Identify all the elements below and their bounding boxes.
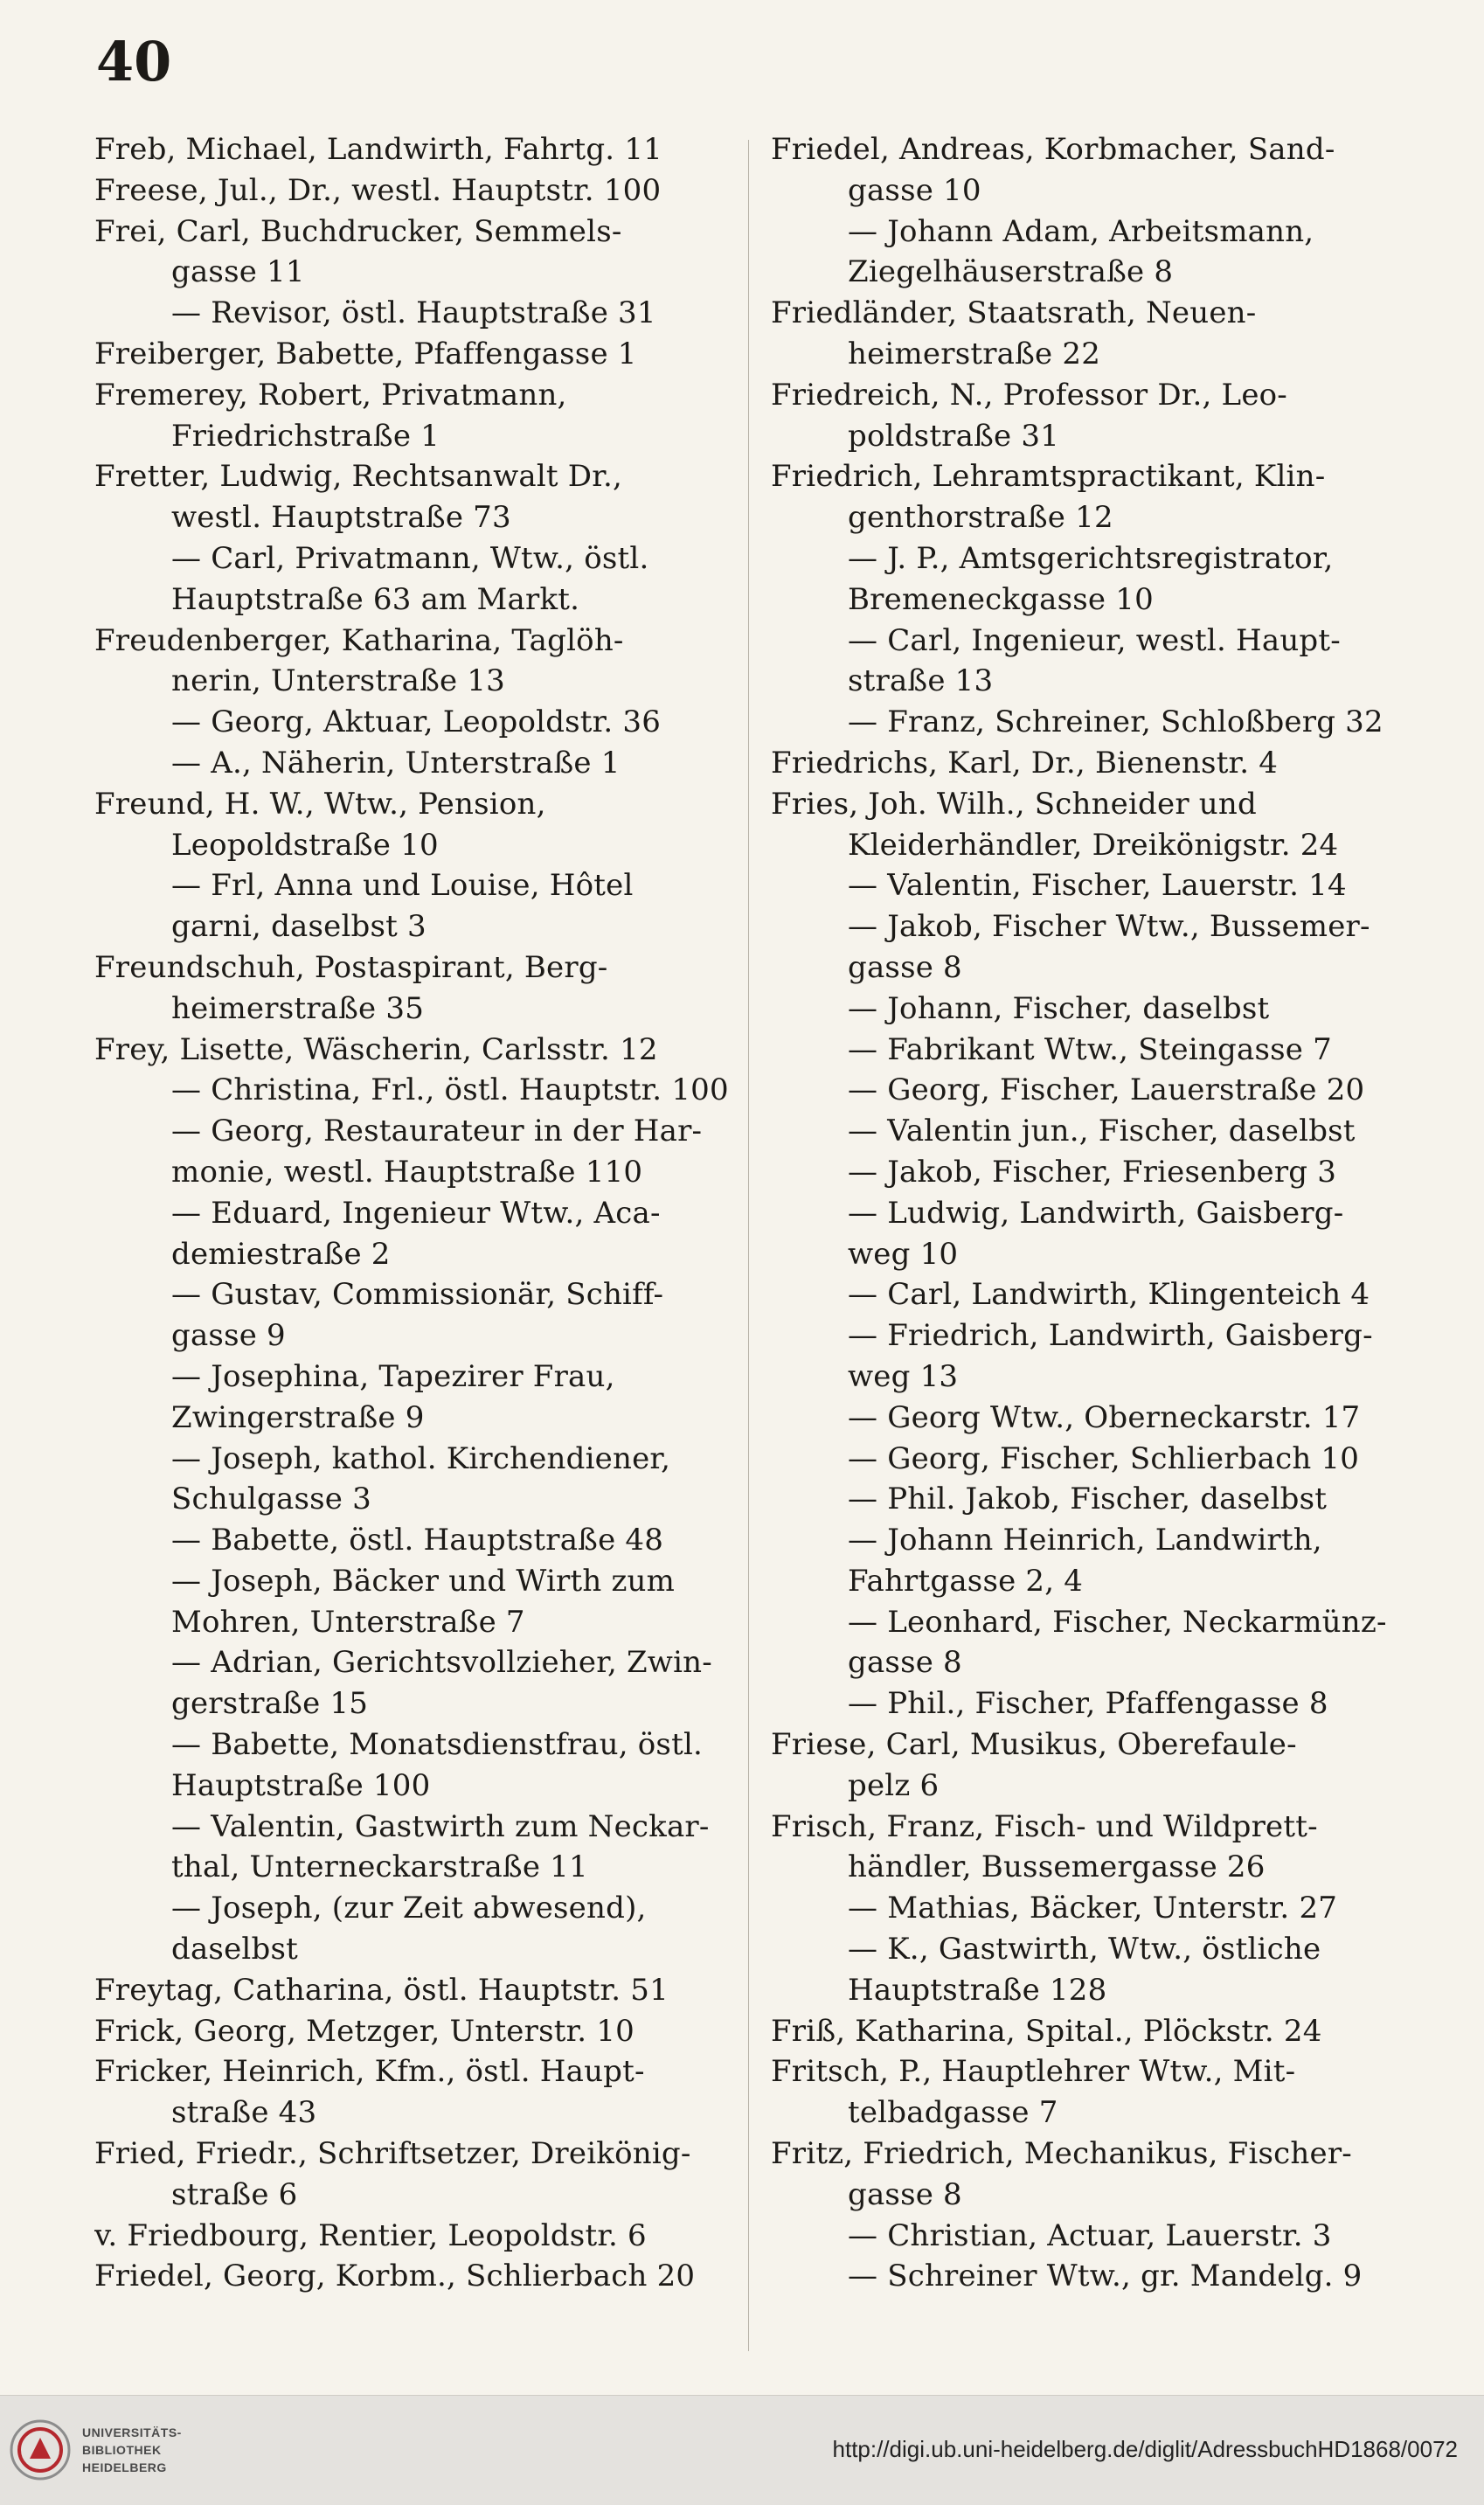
entry-continuation-line: Ziegelhäuserstraße 8 — [848, 254, 1174, 290]
entry-continuation-line: — Christina, Frl., östl. Hauptstr. 100 — [171, 1072, 729, 1108]
entry-line: Frei, Carl, Buchdrucker, Semmels- — [94, 213, 622, 249]
entry-continuation-line: heimerstraße 35 — [171, 990, 425, 1026]
left-column — [94, 129, 741, 2297]
entry-continuation-line: händler, Bussemergasse 26 — [848, 1849, 1266, 1885]
entry-continuation-line: — Babette, östl. Hauptstraße 48 — [171, 1523, 664, 1558]
entry-continuation-line: Kleiderhändler, Dreikönigstr. 24 — [848, 827, 1339, 863]
entry-line: Friß, Katharina, Spital., Plöckstr. 24 — [771, 2013, 1322, 2049]
entry-continuation-line: — Georg, Aktuar, Leopoldstr. 36 — [171, 704, 662, 740]
library-logo[interactable] — [9, 2415, 182, 2488]
entry-continuation-line: — Schreiner Wtw., gr. Mandelg. 9 — [848, 2259, 1363, 2294]
entry-continuation-line: — J. P., Amtsgerichtsregistrator, — [848, 540, 1334, 576]
entry-continuation-line: — Adrian, Gerichtsvollzieher, Zwin- — [171, 1645, 712, 1681]
entry-line: Friedländer, Staatsrath, Neuen- — [771, 295, 1257, 331]
entry-line: Freund, H. W., Wtw., Pension, — [94, 786, 546, 822]
entry-continuation-line: — Mathias, Bäcker, Unterstr. 27 — [848, 1891, 1338, 1926]
entry-line: Friedrich, Lehramtspractikant, Klin- — [771, 459, 1326, 495]
entry-continuation-line: — Georg Wtw., Oberneckarstr. 17 — [848, 1399, 1361, 1435]
entry-continuation-line: weg 10 — [848, 1236, 959, 1272]
entry-continuation-line: genthorstraße 12 — [848, 500, 1113, 536]
entry-continuation-line: — Valentin, Gastwirth zum Neckar- — [171, 1808, 710, 1844]
entry-continuation-line: gasse 8 — [848, 949, 962, 985]
entry-continuation-line: — Revisor, östl. Hauptstraße 31 — [171, 295, 656, 331]
logo-line: UNIVERSITÄTS- — [82, 2425, 182, 2439]
entry-line: Friese, Carl, Musikus, Oberefaule- — [771, 1727, 1297, 1763]
entry-continuation-line: — Babette, Monatsdienstfrau, östl. — [171, 1727, 704, 1763]
entry-continuation-line: — K., Gastwirth, Wtw., östliche — [848, 1932, 1321, 1967]
entry-continuation-line: — Phil., Fischer, Pfaffengasse 8 — [848, 1686, 1328, 1722]
entry-line: Frey, Lisette, Wäscherin, Carlsstr. 12 — [94, 1031, 658, 1067]
entry-continuation-line: — Georg, Fischer, Lauerstraße 20 — [848, 1072, 1365, 1108]
entry-continuation-line: Friedrichstraße 1 — [171, 418, 440, 454]
entry-continuation-line: — Frl, Anna und Louise, Hôtel — [171, 868, 634, 904]
entry-continuation-line: — Valentin, Fischer, Lauerstr. 14 — [848, 868, 1347, 904]
entry-continuation-line: — Jakob, Fischer, Friesenberg 3 — [848, 1154, 1337, 1190]
entry-continuation-line: — Phil. Jakob, Fischer, daselbst — [848, 1481, 1328, 1517]
entry-continuation-line: — Carl, Landwirth, Klingenteich 4 — [848, 1277, 1370, 1313]
entry-continuation-line: nerin, Unterstraße 13 — [171, 663, 505, 699]
column-divider — [748, 140, 749, 2351]
entry-line: Frisch, Franz, Fisch- und Wildprett- — [771, 1808, 1318, 1844]
entry-continuation-line: Zwingerstraße 9 — [171, 1399, 425, 1435]
entry-continuation-line: — Christian, Actuar, Lauerstr. 3 — [848, 2217, 1332, 2253]
entry-continuation-line: — Georg, Restaurateur in der Har- — [171, 1114, 703, 1149]
entry-continuation-line: — Joseph, Bäcker und Wirth zum — [171, 1563, 676, 1599]
entry-continuation-line: — Johann Adam, Arbeitsmann, — [848, 213, 1314, 249]
entry-continuation-line: Mohren, Unterstraße 7 — [171, 1604, 525, 1640]
entry-continuation-line: — Eduard, Ingenieur Wtw., Aca- — [171, 1195, 661, 1231]
entry-line: Freese, Jul., Dr., westl. Hauptstr. 100 — [94, 172, 662, 208]
seal-icon — [9, 2418, 72, 2481]
entry-line: Fremerey, Robert, Privatmann, — [94, 377, 567, 413]
entry-continuation-line: gasse 11 — [171, 254, 305, 290]
entry-continuation-line: — Josephina, Tapezirer Frau, — [171, 1358, 615, 1394]
entry-continuation-line: — Johann, Fischer, daselbst — [848, 990, 1270, 1026]
entry-continuation-line: monie, westl. Hauptstraße 110 — [171, 1154, 643, 1190]
entry-continuation-line: — Valentin jun., Fischer, daselbst — [848, 1114, 1356, 1149]
entry-continuation-line: telbadgasse 7 — [848, 2095, 1058, 2131]
entry-continuation-line: pelz 6 — [848, 1767, 940, 1803]
entry-line: Frick, Georg, Metzger, Unterstr. 10 — [94, 2013, 635, 2049]
entry-continuation-line: — Gustav, Commissionär, Schiff- — [171, 1277, 664, 1313]
footer-bar — [0, 2395, 1484, 2505]
entry-line: Friedel, Andreas, Korbmacher, Sand- — [771, 132, 1335, 167]
entry-continuation-line: heimerstraße 22 — [848, 336, 1101, 371]
entry-continuation-line: — A., Näherin, Unterstraße 1 — [171, 745, 621, 781]
entry-continuation-line: garni, daselbst 3 — [171, 909, 426, 945]
source-url[interactable]: http://digi.ub.uni-heidelberg.de/diglit/AdressbuchHD1868/0072 — [832, 2436, 1458, 2462]
entry-continuation-line: Hauptstraße 63 am Markt. — [171, 581, 580, 617]
entry-continuation-line: straße 13 — [848, 663, 994, 699]
entry-continuation-line: Schulgasse 3 — [171, 1481, 371, 1517]
entry-continuation-line: — Friedrich, Landwirth, Gaisberg- — [848, 1318, 1373, 1354]
entry-continuation-line: straße 43 — [171, 2095, 317, 2131]
entry-continuation-line: weg 13 — [848, 1358, 959, 1394]
entry-line: Fries, Joh. Wilh., Schneider und — [771, 786, 1257, 822]
entry-continuation-line: demiestraße 2 — [171, 1236, 391, 1272]
logo-line: BIBLIOTHEK — [82, 2443, 162, 2457]
entry-continuation-line: gasse 10 — [848, 172, 981, 208]
right-column — [771, 129, 1418, 2297]
entry-line: Freudenberger, Katharina, Taglöh- — [94, 622, 624, 658]
entry-continuation-line: — Joseph, (zur Zeit abwesend), — [171, 1891, 647, 1926]
logo-line: HEIDELBERG — [82, 2460, 167, 2474]
entry-continuation-line: Hauptstraße 100 — [171, 1767, 431, 1803]
entry-line: Freundschuh, Postaspirant, Berg- — [94, 949, 608, 985]
entry-line: Fretter, Ludwig, Rechtsanwalt Dr., — [94, 459, 622, 495]
entry-continuation-line: gasse 9 — [171, 1318, 286, 1354]
entry-continuation-line: Leopoldstraße 10 — [171, 827, 439, 863]
entry-continuation-line: — Leonhard, Fischer, Neckarmünz- — [848, 1604, 1387, 1640]
entry-continuation-line: — Jakob, Fischer Wtw., Bussemer- — [848, 909, 1370, 945]
entry-continuation-line: gerstraße 15 — [171, 1686, 369, 1722]
entry-continuation-line: — Joseph, kathol. Kirchendiener, — [171, 1440, 671, 1476]
entry-continuation-line: — Carl, Ingenieur, westl. Haupt- — [848, 622, 1341, 658]
entry-line: Freiberger, Babette, Pfaffengasse 1 — [94, 336, 637, 371]
entry-line: Friedreich, N., Professor Dr., Leo- — [771, 377, 1287, 413]
entry-continuation-line: daselbst — [171, 1932, 298, 1967]
entry-continuation-line: — Fabrikant Wtw., Steingasse 7 — [848, 1031, 1332, 1067]
entry-continuation-line: — Franz, Schreiner, Schloßberg 32 — [848, 704, 1383, 740]
entry-continuation-line: — Johann Heinrich, Landwirth, — [848, 1523, 1322, 1558]
entry-line: Fried, Friedr., Schriftsetzer, Dreikönig- — [94, 2136, 691, 2172]
entry-continuation-line: — Ludwig, Landwirth, Gaisberg- — [848, 1195, 1344, 1231]
entry-line: Friedrichs, Karl, Dr., Bienenstr. 4 — [771, 745, 1279, 781]
entry-line: Friedel, Georg, Korbm., Schlierbach 20 — [94, 2259, 696, 2294]
entry-continuation-line: Fahrtgasse 2, 4 — [848, 1563, 1084, 1599]
entry-continuation-line: Hauptstraße 128 — [848, 1972, 1107, 2008]
entry-continuation-line: gasse 8 — [848, 1645, 962, 1681]
entry-line: Fritsch, P., Hauptlehrer Wtw., Mit- — [771, 2054, 1296, 2090]
entry-continuation-line: straße 6 — [171, 2176, 298, 2212]
entry-continuation-line: poldstraße 31 — [848, 418, 1060, 454]
entry-continuation-line: thal, Unterneckarstraße 11 — [171, 1849, 588, 1885]
entry-continuation-line: westl. Hauptstraße 73 — [171, 500, 511, 536]
entry-continuation-line: gasse 8 — [848, 2176, 962, 2212]
entry-line: Fritz, Friedrich, Mechanikus, Fischer- — [771, 2136, 1352, 2172]
entry-continuation-line: — Georg, Fischer, Schlierbach 10 — [848, 1440, 1360, 1476]
logo-text — [82, 2424, 182, 2476]
entry-line: Freb, Michael, Landwirth, Fahrtg. 11 — [94, 132, 662, 167]
entry-line: Freytag, Catharina, östl. Hauptstr. 51 — [94, 1972, 669, 2008]
entry-continuation-line: — Carl, Privatmann, Wtw., östl. — [171, 540, 649, 576]
page-number: 40 — [96, 30, 172, 94]
entry-line: Fricker, Heinrich, Kfm., östl. Haupt- — [94, 2054, 645, 2090]
entry-continuation-line: Bremeneckgasse 10 — [848, 581, 1154, 617]
entry-line: v. Friedbourg, Rentier, Leopoldstr. 6 — [94, 2217, 647, 2253]
